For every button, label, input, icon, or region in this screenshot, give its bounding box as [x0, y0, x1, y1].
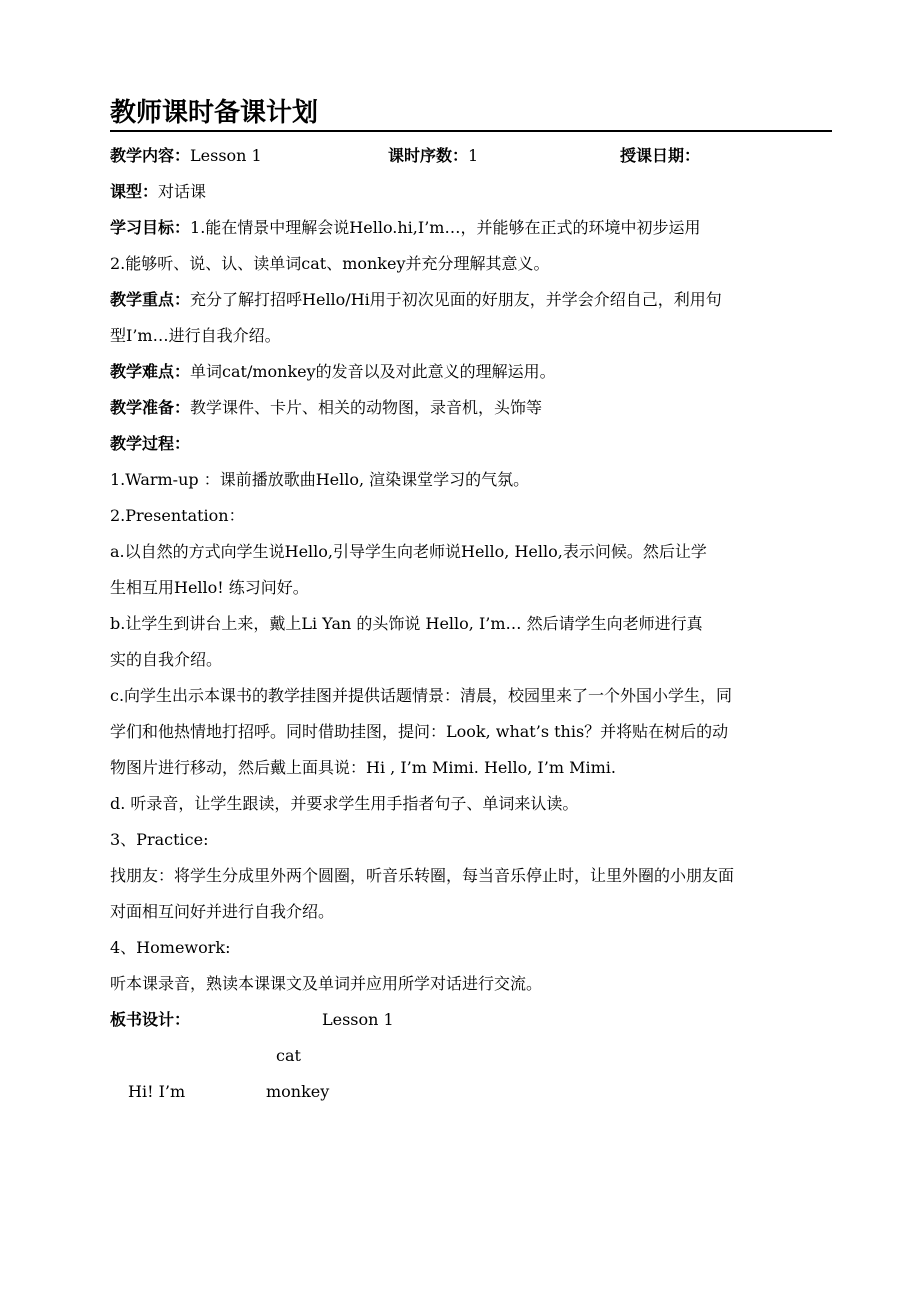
lesson-plan-document — [110, 96, 836, 1110]
date-label: 授课日期： — [620, 146, 701, 165]
document-title: 教师课时备课计划 — [110, 96, 832, 132]
key-point-2: 型I’m…进行自我介绍。 — [110, 326, 281, 345]
process-warmup: 1.Warm-up ：课前播放歌曲Hello, 渲染课堂学习的气氛。 — [110, 470, 530, 489]
process-c-line-1: c.向学生出示本课书的教学挂图并提供话题情景：清晨，校园里来了一个外国小学生，同 — [110, 686, 733, 705]
sequence-label: 课时序数： — [388, 146, 469, 165]
board-word-monkey: monkey — [266, 1082, 330, 1101]
process-a-line-2: 生相互用Hello! 练习问好。 — [110, 578, 309, 597]
process-homework: 4、Homework: — [110, 938, 231, 957]
sequence-field — [388, 138, 478, 174]
learning-goal-1 — [110, 210, 836, 246]
process-b-line-1: b.让学生到讲台上来，戴上Li Yan 的头饰说 Hello, I’m… 然后请学生向老师进行真 — [110, 614, 703, 633]
process-label: 教学过程： — [110, 434, 191, 453]
process-c-line-2: 学们和他热情地打招呼。同时借助挂图，提问：Look, what’s this？并将贴在树后的动 — [110, 722, 729, 741]
difficulty — [110, 354, 836, 390]
board-word-cat: cat — [276, 1046, 301, 1065]
process-a-line-1: a.以自然的方式向学生说Hello,引导学生向老师说Hello, Hello,表示问候。然后让学 — [110, 542, 707, 561]
process-d: d. 听录音，让学生跟读，并要求学生用手指者句子、单词来认读。 — [110, 794, 579, 813]
key-label: 教学重点： — [110, 290, 191, 309]
type-value: 对话课 — [158, 182, 207, 201]
difficulty-label: 教学难点： — [110, 362, 191, 381]
process-homework-line-1: 听本课录音，熟读本课课文及单词并应用所学对话进行交流。 — [110, 974, 543, 993]
goal-label: 学习目标： — [110, 218, 191, 237]
key-point-1 — [110, 282, 836, 318]
board-label: 板书设计： — [110, 1010, 191, 1029]
process-b-line-2: 实的自我介绍。 — [110, 650, 223, 669]
board-design — [110, 1002, 836, 1110]
process-presentation: 2.Presentation： — [110, 506, 245, 525]
preparation-text: 教学课件、卡片、相关的动物图，录音机，头饰等 — [190, 398, 543, 417]
process-practice-line-1: 找朋友：将学生分成里外两个圆圈，听音乐转圈，每当音乐停止时，让里外圈的小朋友面 — [110, 866, 735, 885]
process-heading — [110, 426, 836, 462]
preparation — [110, 390, 836, 426]
meta-row — [110, 138, 836, 174]
type-label: 课型： — [110, 182, 159, 201]
process-practice-line-2: 对面相互问好并进行自我介绍。 — [110, 902, 335, 921]
content-value: Lesson 1 — [190, 146, 262, 165]
preparation-label: 教学准备： — [110, 398, 191, 417]
learning-goal-2: 2.能够听、说、认、读单词cat、monkey并充分理解其意义。 — [110, 254, 550, 273]
date-field — [620, 138, 700, 174]
process-practice: 3、Practice: — [110, 830, 209, 849]
board-sentence: Hi! I’m — [128, 1082, 186, 1101]
key-1-text: 充分了解打招呼Hello/Hi用于初次见面的好朋友，并学会介绍自己，利用句 — [190, 290, 722, 309]
goal-1-text: 1.能在情景中理解会说Hello.hi,I’m…，并能够在正式的环境中初步运用 — [190, 218, 701, 237]
content-label: 教学内容： — [110, 146, 191, 165]
content-field — [110, 138, 262, 174]
sequence-value: 1 — [468, 146, 479, 165]
difficulty-text: 单词cat/monkey的发音以及对此意义的理解运用。 — [190, 362, 556, 381]
board-title: Lesson 1 — [322, 1010, 394, 1029]
lesson-type — [110, 174, 836, 210]
process-c-line-3: 物图片进行移动，然后戴上面具说：Hi , I’m Mimi. Hello, I’m Mimi. — [110, 758, 616, 777]
